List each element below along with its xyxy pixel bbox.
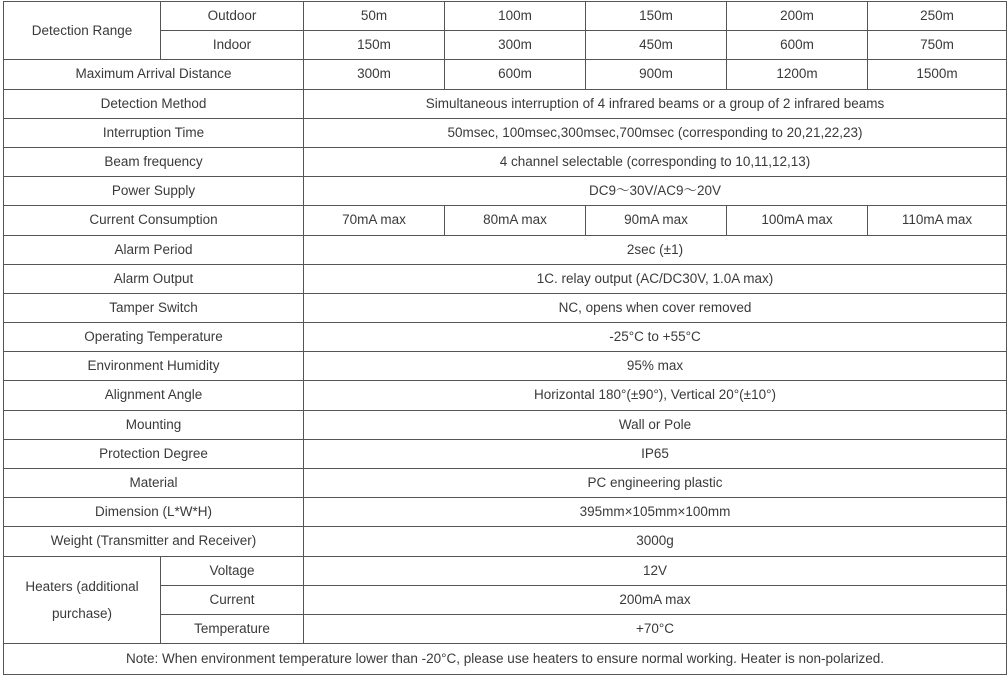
cell-value: NC, opens when cover removed [304, 293, 1007, 322]
sub-label: Indoor [161, 31, 304, 60]
row-label: Alarm Period [4, 235, 304, 264]
table-row [4, 381, 1007, 410]
sub-label: Voltage [161, 556, 304, 585]
cell-value: 12V [304, 556, 1007, 585]
table-row [4, 118, 1007, 147]
table-row [4, 177, 1007, 206]
cell-value: 900m [586, 60, 727, 89]
cell-value: 3000g [304, 527, 1007, 556]
row-label: Detection Method [4, 89, 304, 118]
row-label: Alignment Angle [4, 381, 304, 410]
cell-value: 600m [727, 31, 868, 60]
cell-value: 600m [445, 60, 586, 89]
table-row [4, 2, 1007, 31]
table-row [4, 206, 1007, 235]
cell-value: 450m [586, 31, 727, 60]
cell-value: 150m [304, 31, 445, 60]
table-row [4, 264, 1007, 293]
sub-label: Current [161, 585, 304, 614]
cell-value: 50msec, 100msec,300msec,700msec (corresponding to 20,21,22,23) [304, 118, 1007, 147]
cell-value: 4 channel selectable (corresponding to 10,11,12,13) [304, 147, 1007, 176]
cell-value: 1500m [868, 60, 1007, 89]
table-row [4, 410, 1007, 439]
table-row [4, 60, 1007, 89]
row-label: Material [4, 469, 304, 498]
row-label: Maximum Arrival Distance [4, 60, 304, 89]
cell-value: 750m [868, 31, 1007, 60]
cell-value: 1200m [727, 60, 868, 89]
table-row [4, 644, 1007, 675]
row-label: Tamper Switch [4, 293, 304, 322]
table-row [4, 235, 1007, 264]
table-row [4, 556, 1007, 585]
cell-value: 150m [586, 2, 727, 31]
row-label: Interruption Time [4, 118, 304, 147]
cell-value: 395mm×105mm×100mm [304, 498, 1007, 527]
table-row [4, 439, 1007, 468]
row-label: Power Supply [4, 177, 304, 206]
cell-value: 1C. relay output (AC/DC30V, 1.0A max) [304, 264, 1007, 293]
cell-value: DC9～30V/AC9～20V [304, 177, 1007, 206]
cell-value: 300m [445, 31, 586, 60]
row-label: Current Consumption [4, 206, 304, 235]
cell-value: -25°C to +55°C [304, 323, 1007, 352]
row-label: Detection Range [4, 2, 161, 60]
cell-value: Wall or Pole [304, 410, 1007, 439]
cell-value: Horizontal 180°(±90°), Vertical 20°(±10°) [304, 381, 1007, 410]
spec-table [3, 1, 1007, 675]
row-label: Dimension (L*W*H) [4, 498, 304, 527]
table-row [4, 352, 1007, 381]
cell-value: 50m [304, 2, 445, 31]
cell-value: 100m [445, 2, 586, 31]
table-row [4, 89, 1007, 118]
row-label: Beam frequency [4, 147, 304, 176]
row-label: Operating Temperature [4, 323, 304, 352]
row-label: Heaters (additional purchase) [4, 556, 161, 644]
cell-value: 2sec (±1) [304, 235, 1007, 264]
table-row [4, 323, 1007, 352]
sub-label: Temperature [161, 614, 304, 643]
cell-value: IP65 [304, 439, 1007, 468]
cell-value: +70°C [304, 614, 1007, 643]
table-row [4, 147, 1007, 176]
row-label: Protection Degree [4, 439, 304, 468]
cell-value: 300m [304, 60, 445, 89]
row-label: Environment Humidity [4, 352, 304, 381]
table-row [4, 527, 1007, 556]
cell-value: 200m [727, 2, 868, 31]
note-text: Note: When environment temperature lower than -20°C, please use heaters to ensure normal working. Heater is non-polarized. [4, 644, 1007, 675]
cell-value: PC engineering plastic [304, 469, 1007, 498]
cell-value: 80mA max [445, 206, 586, 235]
row-label: Mounting [4, 410, 304, 439]
cell-value: 70mA max [304, 206, 445, 235]
cell-value: 200mA max [304, 585, 1007, 614]
cell-value: 95% max [304, 352, 1007, 381]
row-label: Weight (Transmitter and Receiver) [4, 527, 304, 556]
cell-value: Simultaneous interruption of 4 infrared beams or a group of 2 infrared beams [304, 89, 1007, 118]
cell-value: 110mA max [868, 206, 1007, 235]
table-row [4, 469, 1007, 498]
table-row [4, 498, 1007, 527]
cell-value: 250m [868, 2, 1007, 31]
table-row [4, 293, 1007, 322]
cell-value: 90mA max [586, 206, 727, 235]
row-label: Alarm Output [4, 264, 304, 293]
cell-value: 100mA max [727, 206, 868, 235]
sub-label: Outdoor [161, 2, 304, 31]
